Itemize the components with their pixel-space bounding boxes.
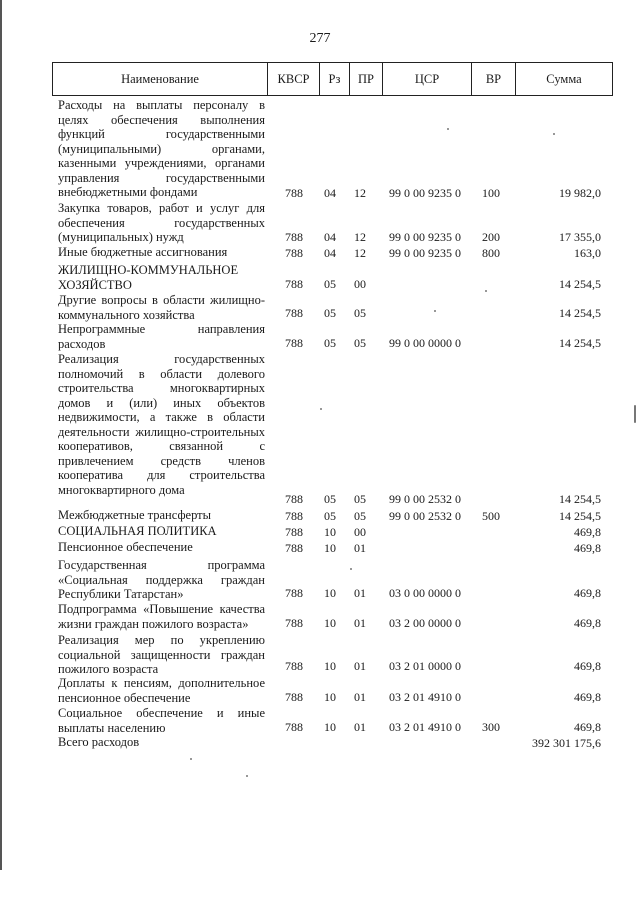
row-kvsr: 788 [285, 276, 303, 291]
row-sum: 469,8 [574, 585, 601, 600]
row-pr: 05 [354, 508, 366, 523]
row-name: Социальное обеспечение и иные выплаты населению [58, 706, 265, 735]
row-csr: 03 2 01 0000 0 [389, 658, 461, 673]
scan-speck [634, 405, 636, 423]
row-csr: 99 0 00 9235 0 [389, 185, 461, 200]
row-pr: 01 [354, 585, 366, 600]
row-sum: 14 254,5 [559, 276, 601, 291]
row-pr: 05 [354, 335, 366, 350]
row-pr: 01 [354, 658, 366, 673]
row-sum: 469,8 [574, 615, 601, 630]
table-row [0, 245, 640, 260]
row-csr: 99 0 00 9235 0 [389, 229, 461, 244]
scan-speck [553, 133, 555, 135]
table-row [0, 633, 640, 676]
row-sum: 14 254,5 [559, 305, 601, 320]
row-rz: 10 [324, 615, 336, 630]
header-sum: Сумма [515, 63, 612, 95]
row-kvsr: 788 [285, 540, 303, 555]
row-sum: 14 254,5 [559, 335, 601, 350]
row-pr: 00 [354, 276, 366, 291]
row-sum: 469,8 [574, 719, 601, 734]
row-kvsr: 788 [285, 658, 303, 673]
row-name: Доплаты к пенсиям, дополнительное пенсионное обеспечение [58, 676, 265, 705]
row-kvsr: 788 [285, 585, 303, 600]
header-csr: ЦСР [382, 63, 471, 95]
row-name: СОЦИАЛЬНАЯ ПОЛИТИКА [58, 524, 217, 538]
scan-speck [246, 775, 248, 777]
row-sum: 19 982,0 [559, 185, 601, 200]
row-vr: 500 [482, 508, 500, 523]
row-name: Реализация государственных полномочий в области долевого строительства многоквартирных домов и (или) иных объектов недвижимости, а также в области деятельности жилищно-строительных кооперативов, связанной с привлечением средств членов кооператива для строительства многоквартирного дома [58, 352, 265, 497]
table-row [0, 322, 640, 350]
row-name: Государственная программа «Социальная поддержка граждан Республики Татарстан» [58, 558, 265, 601]
total-row [0, 735, 640, 750]
row-vr: 100 [482, 185, 500, 200]
row-rz: 05 [324, 276, 336, 291]
row-name: Непрограммные направления расходов [58, 322, 265, 351]
row-rz: 10 [324, 658, 336, 673]
row-name: ЖИЛИЩНО-КОММУНАЛЬНОЕ ХОЗЯЙСТВО [58, 263, 239, 292]
header-kvsr: КВСР [267, 63, 319, 95]
row-rz: 05 [324, 305, 336, 320]
row-csr: 99 0 00 2532 0 [389, 508, 461, 523]
scan-speck [350, 568, 352, 570]
row-name: Закупка товаров, работ и услуг для обеспечения государственных (муниципальных) нужд [58, 201, 265, 244]
row-kvsr: 788 [285, 524, 303, 539]
scan-speck [434, 310, 436, 312]
row-vr: 300 [482, 719, 500, 734]
row-kvsr: 788 [285, 615, 303, 630]
row-pr: 12 [354, 229, 366, 244]
row-pr: 12 [354, 185, 366, 200]
header-pr: ПР [349, 63, 382, 95]
row-rz: 10 [324, 585, 336, 600]
row-sum: 17 355,0 [559, 229, 601, 244]
row-pr: 05 [354, 491, 366, 506]
row-rz: 05 [324, 491, 336, 506]
total-label: Всего расходов [58, 735, 140, 749]
row-kvsr: 788 [285, 508, 303, 523]
row-rz: 05 [324, 335, 336, 350]
row-name: Другие вопросы в области жилищно-коммунального хозяйства [58, 293, 265, 322]
row-pr: 05 [354, 305, 366, 320]
scan-speck [485, 290, 487, 292]
row-vr: 800 [482, 245, 500, 260]
row-rz: 04 [324, 185, 336, 200]
row-rz: 04 [324, 229, 336, 244]
row-sum: 163,0 [574, 245, 601, 260]
row-pr: 00 [354, 524, 366, 539]
row-rz: 05 [324, 508, 336, 523]
row-name: Пенсионное обеспечение [58, 540, 193, 554]
row-name: Реализация мер по укреплению социальной защищенности граждан пожилого возраста [58, 633, 265, 676]
row-kvsr: 788 [285, 185, 303, 200]
total-sum: 392 301 175,6 [532, 735, 601, 750]
page-number: 277 [309, 31, 331, 46]
table-row [0, 352, 640, 506]
row-sum: 469,8 [574, 658, 601, 673]
row-pr: 01 [354, 615, 366, 630]
table-row [0, 706, 640, 734]
row-kvsr: 788 [285, 229, 303, 244]
row-sum: 14 254,5 [559, 508, 601, 523]
header-vr: ВР [471, 63, 515, 95]
table-row [0, 508, 640, 523]
scan-speck [190, 758, 192, 760]
row-name: Подпрограмма «Повышение качества жизни граждан пожилого возраста» [58, 602, 265, 631]
row-csr: 99 0 00 2532 0 [389, 491, 461, 506]
row-kvsr: 788 [285, 335, 303, 350]
table-row [0, 540, 640, 555]
row-pr: 01 [354, 540, 366, 555]
table-row [0, 524, 640, 539]
row-kvsr: 788 [285, 305, 303, 320]
row-sum: 469,8 [574, 689, 601, 704]
row-name: Расходы на выплаты персоналу в целях обеспечения выполнения функций государственными (муниципальными) органами, казенными учреждениями, органами управления государственными внебюджетными фондами [58, 98, 265, 199]
row-rz: 10 [324, 540, 336, 555]
row-csr: 03 2 01 4910 0 [389, 689, 461, 704]
table-row [0, 293, 640, 320]
row-rz: 04 [324, 245, 336, 260]
table-header [52, 62, 613, 96]
header-rz: Рз [319, 63, 349, 95]
row-pr: 01 [354, 689, 366, 704]
row-csr: 99 0 00 0000 0 [389, 335, 461, 350]
table-row [0, 201, 640, 244]
row-csr: 03 2 01 4910 0 [389, 719, 461, 734]
row-csr: 03 2 00 0000 0 [389, 615, 461, 630]
row-rz: 10 [324, 524, 336, 539]
row-pr: 01 [354, 719, 366, 734]
row-pr: 12 [354, 245, 366, 260]
row-name: Межбюджетные трансферты [58, 508, 212, 522]
table-row [0, 263, 640, 291]
row-kvsr: 788 [285, 491, 303, 506]
row-kvsr: 788 [285, 245, 303, 260]
scan-speck [447, 128, 449, 130]
row-kvsr: 788 [285, 689, 303, 704]
header-name: Наименование [121, 72, 199, 86]
row-sum: 469,8 [574, 540, 601, 555]
row-name: Иные бюджетные ассигнования [58, 245, 228, 259]
row-kvsr: 788 [285, 719, 303, 734]
row-csr: 99 0 00 9235 0 [389, 245, 461, 260]
row-csr: 03 0 00 0000 0 [389, 585, 461, 600]
table-row [0, 676, 640, 704]
table-row [0, 98, 640, 200]
scan-speck [320, 408, 322, 410]
row-sum: 14 254,5 [559, 491, 601, 506]
table-row [0, 558, 640, 600]
table-row [0, 602, 640, 630]
row-sum: 469,8 [574, 524, 601, 539]
row-vr: 200 [482, 229, 500, 244]
row-rz: 10 [324, 719, 336, 734]
row-rz: 10 [324, 689, 336, 704]
